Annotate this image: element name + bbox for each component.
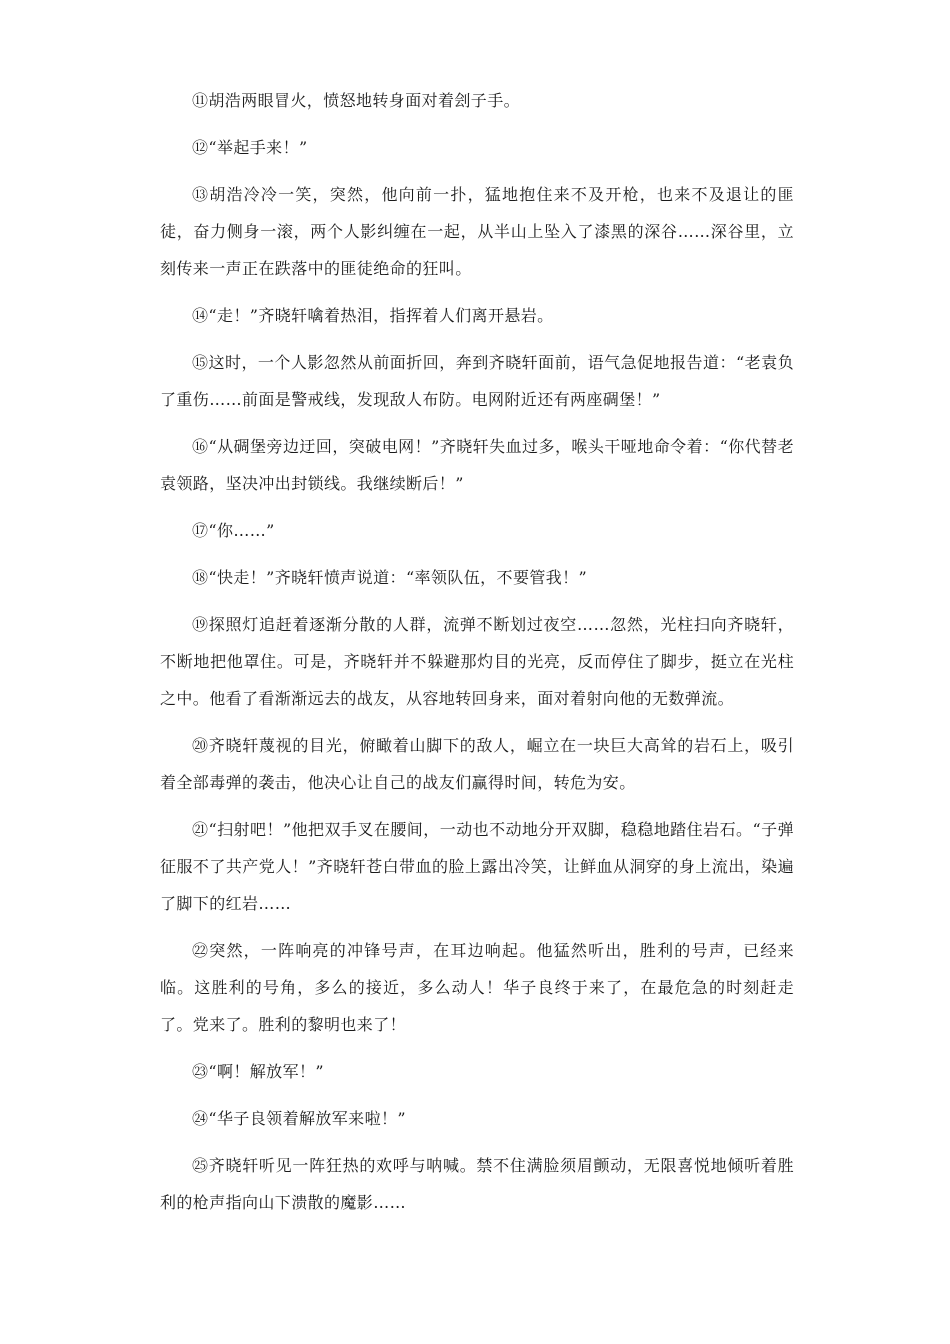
paragraph-20: ⑳齐晓轩蔑视的目光，俯瞰着山脚下的敌人，崛立在一块巨大高耸的岩石上，吸引着全部毒弹的袭击，他决心让自己的战友们赢得时间，转危为安。 <box>160 736 794 792</box>
paragraph-11: ⑪胡浩两眼冒火，愤怒地转身面对着刽子手。 <box>192 91 521 110</box>
paragraph-22: ㉒突然，一阵响亮的冲锋号声，在耳边响起。他猛然听出，胜利的号声，已经来临。这胜利的号角，多么的接近，多么动人！华子良终于来了，在最危急的时刻赶走了。党来了。胜利的黎明也来了！ <box>160 941 794 1034</box>
paragraph-17: ⑰“你……” <box>192 521 275 540</box>
paragraph-16: ⑯“从碉堡旁边迂回，突破电网！”齐晓轩失血过多，喉头干哑地命令着：“你代替老袁领路，坚决冲出封锁线。我继续断后！” <box>160 437 794 493</box>
paragraph-25: ㉕齐晓轩听见一阵狂热的欢呼与呐喊。禁不住满脸须眉颤动，无限喜悦地倾听着胜利的枪声指向山下溃散的魔影…… <box>160 1156 794 1212</box>
paragraph-24: ㉔“华子良领着解放军来啦！” <box>192 1109 406 1128</box>
paragraph-18: ⑱“快走！”齐晓轩愤声说道：“率领队伍，不要管我！” <box>192 568 588 587</box>
paragraph-14: ⑭“走！”齐晓轩噙着热泪，指挥着人们离开悬岩。 <box>192 306 554 325</box>
paragraph-23: ㉓“啊！解放军！” <box>192 1062 324 1081</box>
paragraph-15: ⑮这时，一个人影忽然从前面折回，奔到齐晓轩面前，语气急促地报告道：“老袁负了重伤……前面是警戒线，发现敌人布防。电网附近还有两座碉堡！” <box>160 353 794 409</box>
paragraph-21: ㉑“扫射吧！”他把双手叉在腰间，一动也不动地分开双脚，稳稳地踏住岩石。“子弹征服不了共产党人！”齐晓轩苍白带血的脸上露出冷笑，让鲜血从洞穿的身上流出，染遍了脚下的红岩…… <box>160 820 794 913</box>
paragraph-19: ⑲探照灯追赶着逐渐分散的人群，流弹不断划过夜空……忽然，光柱扫向齐晓轩，不断地把他罩住。可是，齐晓轩并不躲避那灼目的光亮，反而停住了脚步，挺立在光柱之中。他看了看渐渐远去的战友，从容地转回身来，面对着射向他的无数弹流。 <box>160 615 794 708</box>
document-body <box>160 82 794 1221</box>
paragraph-13: ⑬胡浩冷冷一笑，突然，他向前一扑，猛地抱住来不及开枪，也来不及退让的匪徒，奋力侧身一滚，两个人影纠缠在一起，从半山上坠入了漆黑的深谷……深谷里，立刻传来一声正在跌落中的匪徒绝命的狂叫。 <box>160 185 794 278</box>
paragraph-12: ⑫“举起手来！” <box>192 138 308 157</box>
